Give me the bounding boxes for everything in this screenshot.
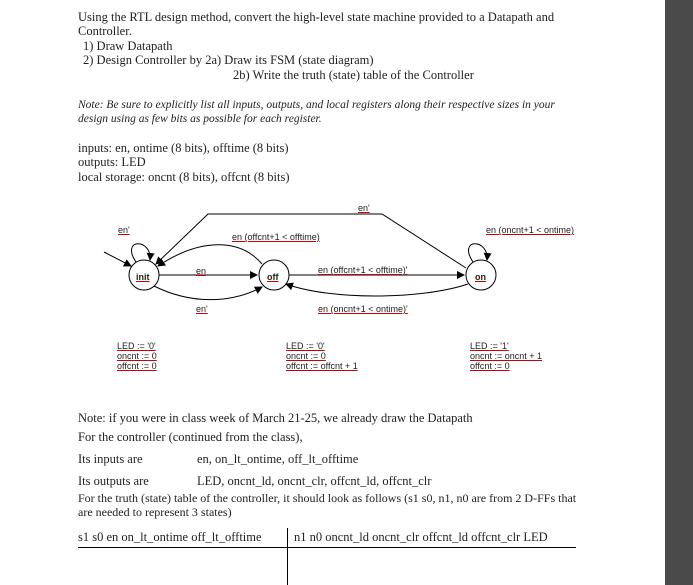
intro-item-2b: 2b) Write the truth (state) table of the Controller xyxy=(233,68,474,82)
table-left-header: s1 s0 en on_lt_ontime off_lt_offtime xyxy=(78,530,262,544)
intro-line-2: Controller. xyxy=(78,24,132,38)
init-action-2: oncnt := 0 xyxy=(117,351,157,361)
init-action-1: LED := '0' xyxy=(117,341,156,351)
off-action-2: oncnt := 0 xyxy=(286,351,326,361)
init-to-off-label: en xyxy=(196,266,207,276)
on-self-loop xyxy=(469,244,488,262)
intro-item-1: 1) Draw Datapath xyxy=(83,39,173,53)
inputs-line: inputs: en, ontime (8 bits), offtime (8 bits) xyxy=(78,141,289,155)
viewer-scrollbar[interactable] xyxy=(665,0,693,585)
init-self-loop xyxy=(132,244,151,262)
inputs-value: en, on_lt_ontime, off_lt_offtime xyxy=(197,452,359,466)
init-to-off-lower-label: en' xyxy=(196,304,208,314)
outputs-line: outputs: LED xyxy=(78,155,146,169)
state-off-label: off xyxy=(267,272,279,282)
outputs-label: Its outputs are xyxy=(78,474,149,488)
on-to-off-arrow xyxy=(286,284,468,296)
intro-item-2a: 2) Design Controller by 2a) Draw its FSM (state diagram) xyxy=(83,53,374,67)
top-loop-label: en' xyxy=(358,203,370,213)
table-column-divider xyxy=(287,528,288,585)
off-to-on-label: en (offcnt+1 < offtime)' xyxy=(318,265,408,275)
inputs-label: Its inputs are xyxy=(78,452,143,466)
on-action-3: offcnt := 0 xyxy=(470,361,510,371)
table-right-header: n1 n0 oncnt_ld oncnt_clr offcnt_ld offcnt_clr LED xyxy=(294,530,548,544)
off-to-init-arrow xyxy=(158,245,262,266)
on-action-2: oncnt := oncnt + 1 xyxy=(470,351,543,361)
truth-line-1: For the truth (state) table of the controller, it should look as follows (s1 s0, n1, n0 are from 2 D-FFs that xyxy=(78,491,577,505)
note-line-1: Note: Be sure to explicitly list all inputs, outputs, and local registers along their respective sizes in your xyxy=(78,99,555,111)
init-to-off-lower-arrow xyxy=(154,286,262,300)
controller-line: For the controller (continued from the class), xyxy=(78,430,303,444)
outputs-value: LED, oncnt_ld, oncnt_clr, offcnt_ld, offcnt_clr xyxy=(197,474,432,488)
off-action-3: offcnt := offcnt + 1 xyxy=(286,361,358,371)
state-on-label: on xyxy=(475,272,486,282)
on-to-off-label: en (oncnt+1 < ontime)' xyxy=(318,304,408,314)
table-header-rule xyxy=(78,547,576,548)
local-storage-line: local storage: oncnt (8 bits), offcnt (8 bits) xyxy=(78,170,290,184)
off-action-1: LED := '0' xyxy=(286,341,325,351)
init-action-3: offcnt := 0 xyxy=(117,361,157,371)
intro-line-1: Using the RTL design method, convert the high-level state machine provided to a Datapath and xyxy=(78,10,555,24)
on-self-loop-label: en (oncnt+1 < ontime) xyxy=(486,225,575,235)
note-line-2: design using as few bits as possible for each register. xyxy=(78,113,322,125)
init-self-loop-label: en' xyxy=(118,225,130,235)
off-to-init-label: en (offcnt+1 < offtime) xyxy=(232,232,320,242)
on-action-1: LED := '1' xyxy=(470,341,509,351)
truth-line-2: are needed to represent 3 states) xyxy=(78,505,232,519)
bottom-note: Note: if you were in class week of March 21-25, we already draw the Datapath xyxy=(78,411,473,425)
state-init-label: init xyxy=(136,272,150,282)
initial-arrow xyxy=(104,252,131,266)
